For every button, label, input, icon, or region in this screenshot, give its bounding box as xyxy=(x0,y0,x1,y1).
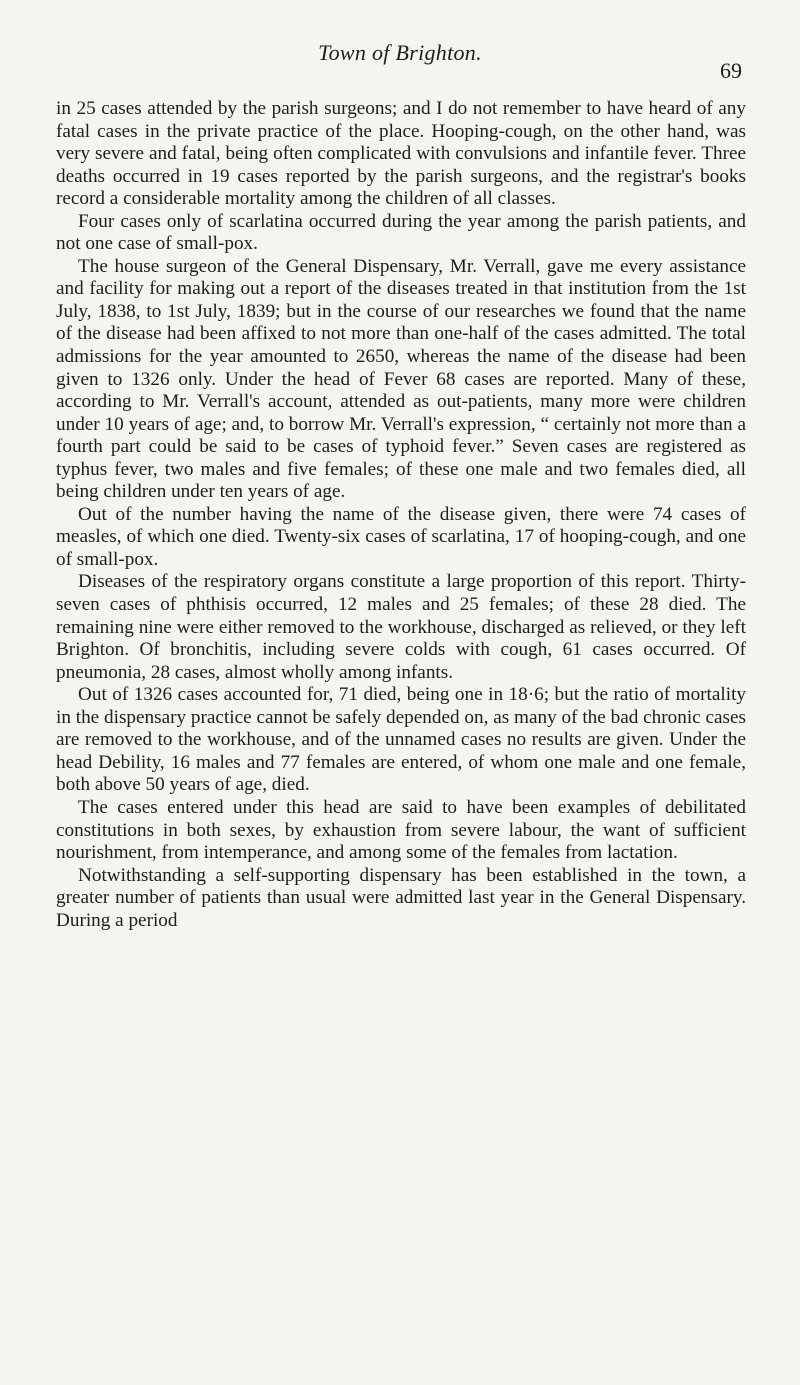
paragraph-scarlatina: Four cases only of scarlatina occurred during the year among the parish patients, and not one case of small-pox. xyxy=(56,210,746,255)
body-text xyxy=(56,98,746,932)
page-number: 69 xyxy=(720,58,742,83)
running-title: Town of Brighton. xyxy=(318,40,482,65)
paragraph-debility: The cases entered under this head are said to have been examples of debilitated constitutions in both sexes, by exhaustion from severe labour, the want of sufficient nourishment, from intemperance, and among some of the females from lactation. xyxy=(56,796,746,864)
paragraph-mortality-ratio: Out of 1326 cases accounted for, 71 died, being one in 18·6; but the ratio of mortality in the dispensary practice cannot be safely depended on, as many of the bad chronic cases are removed to the workhouse, and of the unnamed cases no results are given. Under the head Debility, 16 males and 77 females are entered, of whom one male and one female, both above 50 years of age, died. xyxy=(56,684,746,796)
paragraph-respiratory-organs: Diseases of the respiratory organs constitute a large proportion of this report. Thirty-seven cases of phthisis occurred, 12 males and 25 females; of these 28 died. The remaining nine were either removed to the workhouse, discharged as relieved, or they left Brighton. Of bronchitis, including severe colds with cough, 61 cases occurred. Of pneumonia, 28 cases, almost wholly among infants. xyxy=(56,571,746,683)
paragraph-hooping-cough: in 25 cases attended by the parish surgeons; and I do not remember to have heard of any fatal cases in the private practice of the place. Hooping-cough, on the other hand, was very severe and fatal, being often complicated with convulsions and infantile fever. Three deaths occurred in 19 cases reported by the parish surgeons, and the registrar's books record a considerable mortality among the children of all classes. xyxy=(56,98,746,210)
paragraph-named-diseases: Out of the number having the name of the disease given, there were 74 cases of measles, of which one died. Twenty-six cases of scarlatina, 17 of hooping-cough, and one of small-pox. xyxy=(56,503,746,570)
paragraph-general-dispensary: The house surgeon of the General Dispensary, Mr. Verrall, gave me every assistance and facility for making out a report of the diseases treated in that institution from the 1st July, 1838, to 1st July, 1839; but in the course of our researches we found that the name of the disease had been affixed to not more than one-half of the cases admitted. The total admissions for the year amounted to 2650, whereas the name of the disease had been given to 1326 only. Under the head of Fever 68 cases are reported. Many of these, according to Mr. Verrall's account, attended as out-patients, many more were children under 10 years of age; and, to borrow Mr. Verrall's expression, “ certainly not more than a fourth part could be said to be cases of typhoid fever.” Seven cases are registered as typhus fever, two males and five females; of these one male and two females died, all being children under ten years of age. xyxy=(56,255,746,503)
paragraph-self-supporting-dispensary: Notwithstanding a self-supporting dispensary has been established in the town, a greater number of patients than usual were admitted last year in the General Dispensary. During a period xyxy=(56,864,746,931)
running-head xyxy=(0,40,800,83)
